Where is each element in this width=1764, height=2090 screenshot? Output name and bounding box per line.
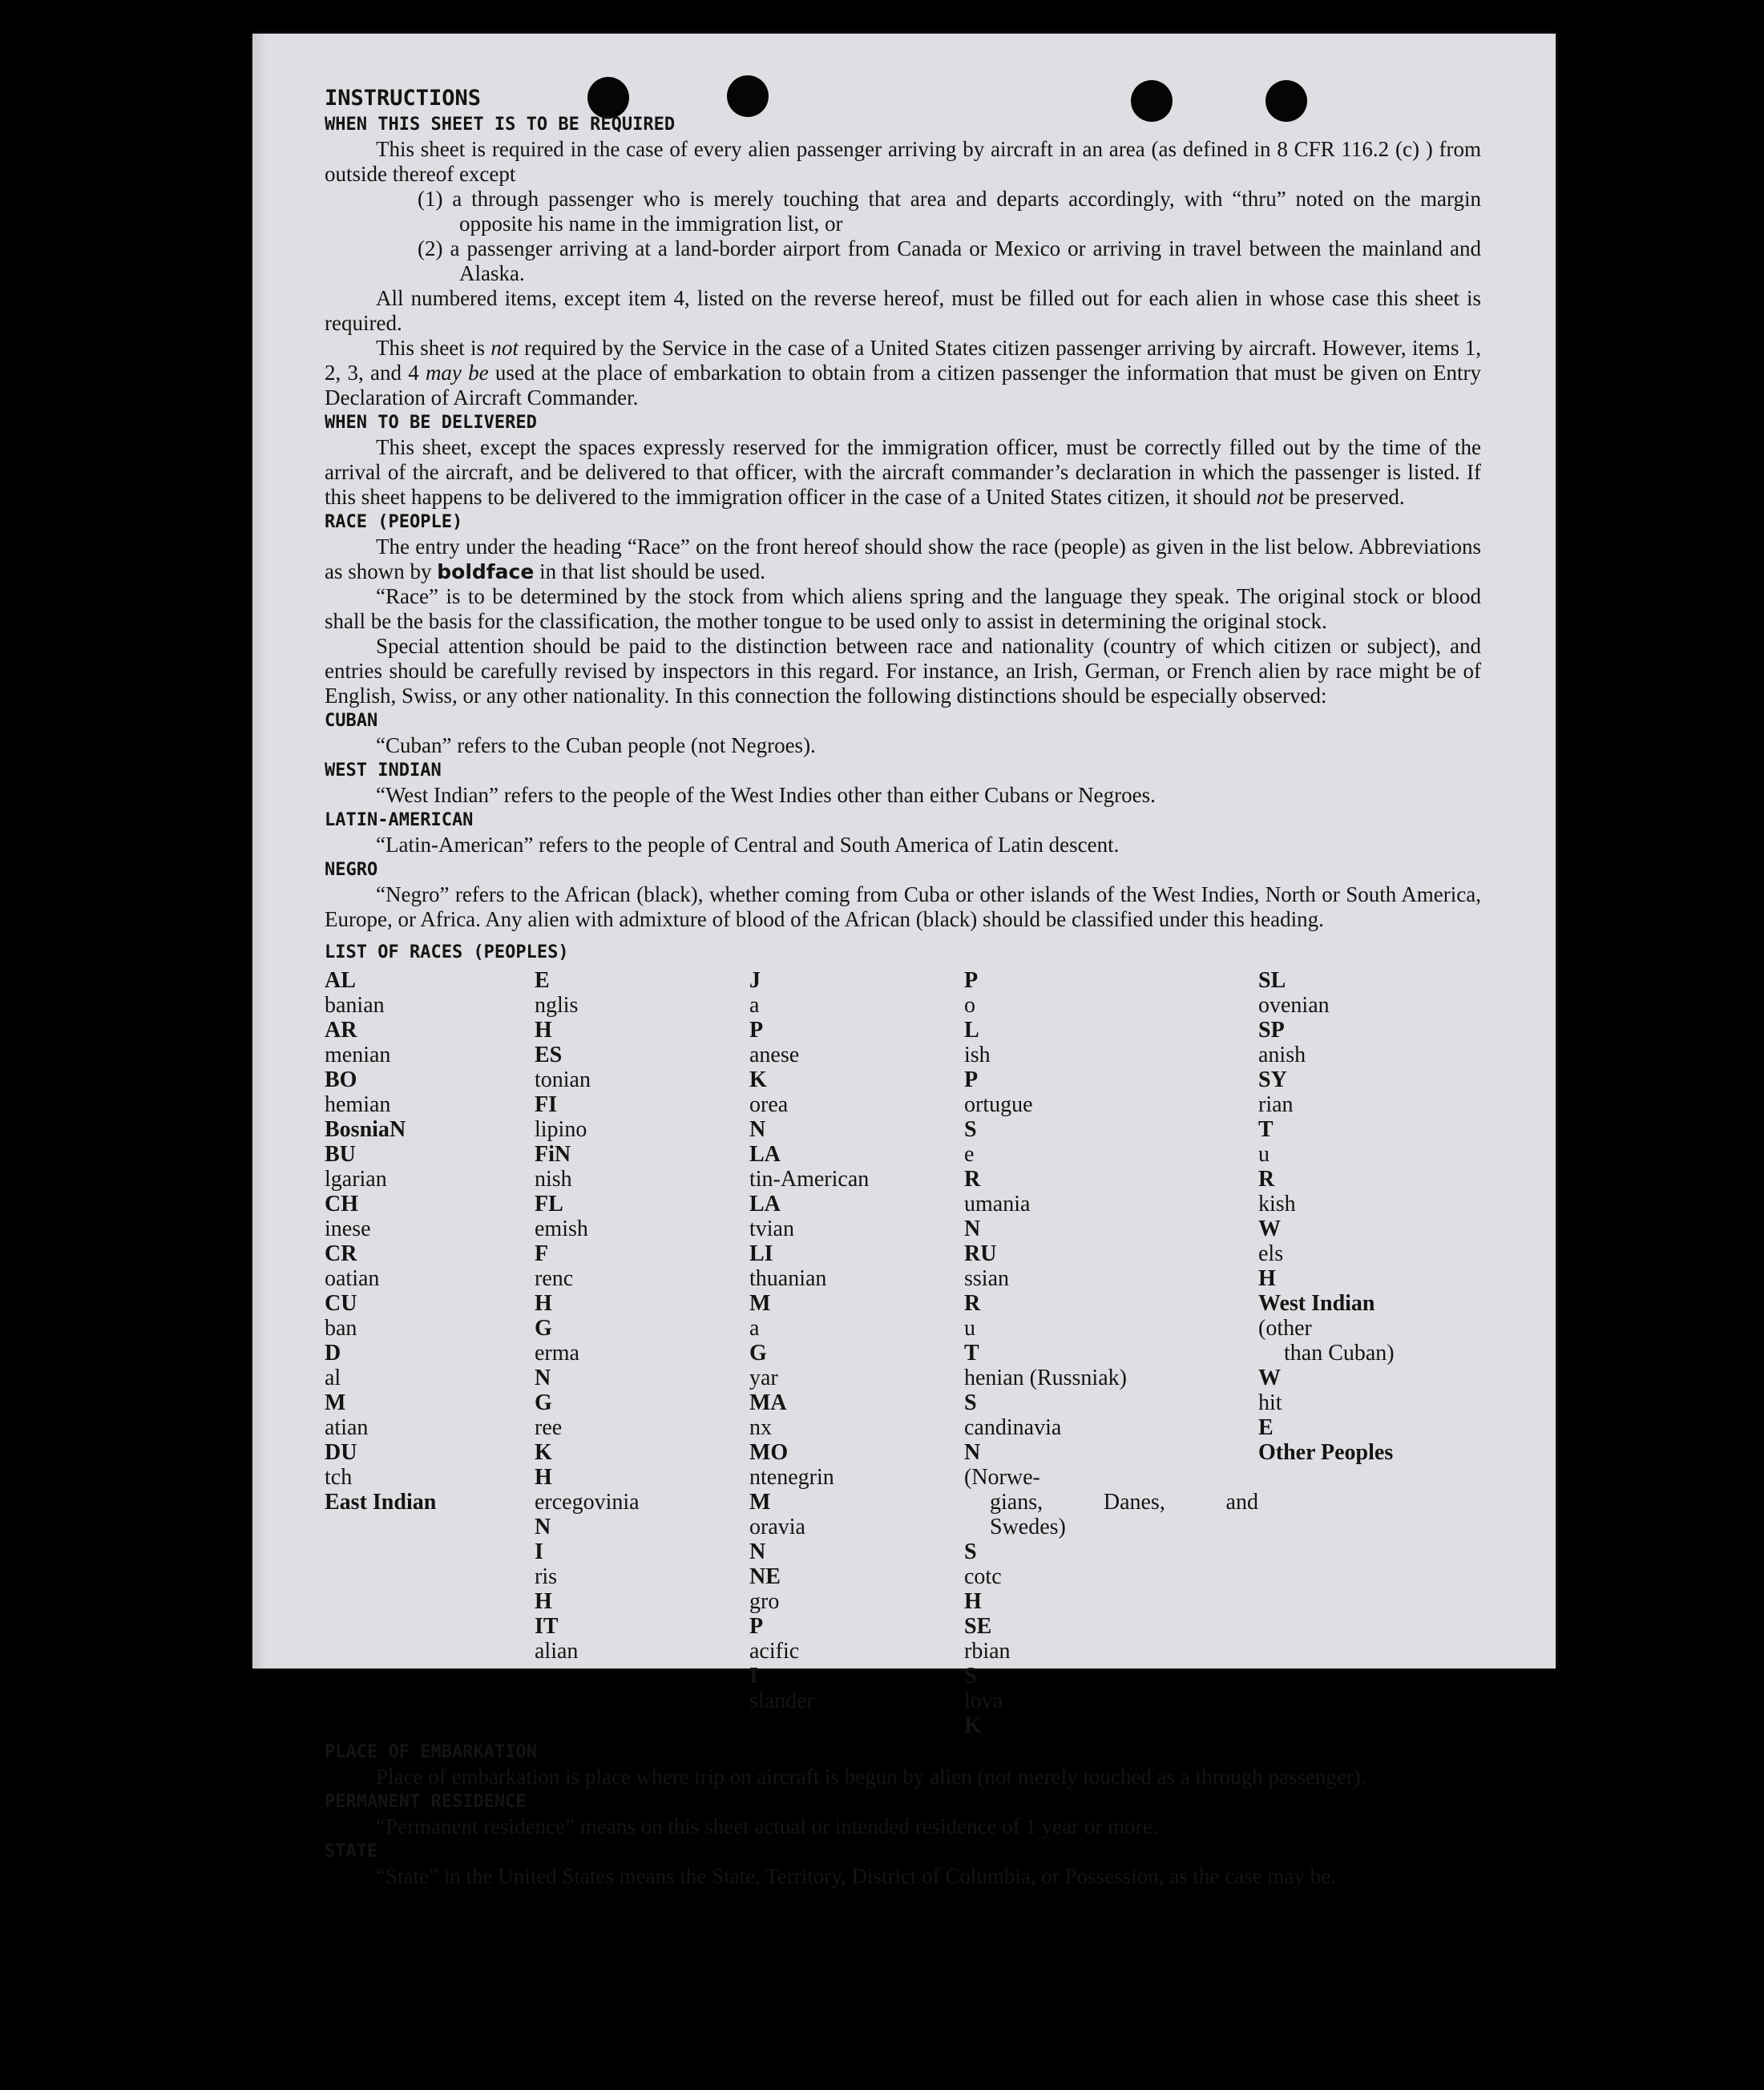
definition-latin-american: “Latin-American” refers to the people of Central and South America of Latin descent.: [376, 833, 1120, 857]
race-entry: BosniaN: [325, 1117, 406, 1142]
race-entry: CR oatian: [325, 1241, 380, 1291]
definition-west-indian: “West Indian” refers to the people of the West Indies other than either Cubans or Negroes.: [376, 783, 1156, 807]
race-entry: DU tch: [325, 1440, 357, 1490]
section-heading-race: RACE (PEOPLE): [325, 512, 463, 532]
race-entry: SL ovenian: [1258, 968, 1330, 1018]
section-heading-residence: PERMANENT RESIDENCE: [325, 1792, 527, 1812]
race-entry: SY rian: [1258, 1067, 1294, 1117]
race-entry: CH inese: [325, 1192, 371, 1241]
race-entry: P acific I slander: [749, 1614, 814, 1713]
race-entry: gians, Danes, and: [990, 1490, 1258, 1515]
race-entry: K orea N: [749, 1067, 789, 1142]
definition-negro: “Negro” refers to the African (black), whether coming from Cuba or other islands of the West Indies, North or South America, Europe, or Africa. Any alien with admixture of blood of the African (black) should be classified under this heading.: [325, 882, 1481, 931]
race-entry: West Indian (other: [1258, 1291, 1375, 1341]
paragraph: The entry under the heading “Race” on the front hereof should show the race (people) as given in the list below. Abbreviations as shown by boldface in that list should be used.: [325, 535, 1481, 583]
race-entry: F renc H: [535, 1241, 574, 1316]
race-entry: MO ntenegrin: [749, 1440, 834, 1490]
section-heading-latin-american: LATIN-AMERICAN: [325, 810, 474, 830]
race-entry: H ercegovinia N: [535, 1465, 640, 1539]
race-entry: NE gro: [749, 1564, 781, 1614]
race-entry: FI lipino: [535, 1092, 587, 1142]
race-entry: SE rbian: [964, 1614, 1011, 1664]
race-entry: P o L ish: [964, 968, 991, 1067]
race-entry: S lova K: [964, 1664, 1003, 1738]
document-sheet: [252, 34, 1556, 1888]
race-entry: AL banian: [325, 968, 385, 1018]
races-column: [535, 968, 749, 1738]
race-entry: IT alian: [535, 1614, 579, 1664]
section-heading-state: STATE: [325, 1842, 378, 1862]
race-entry: G erma N: [535, 1316, 579, 1390]
race-entry: R umania N: [964, 1167, 1031, 1241]
section-heading-cuban: CUBAN: [325, 711, 378, 731]
section-heading-negro: NEGRO: [325, 860, 378, 880]
race-entry: BU lgarian: [325, 1142, 387, 1192]
section-heading-west-indian: WEST INDIAN: [325, 761, 442, 781]
race-entry: LA tin-American: [749, 1142, 870, 1192]
race-entry: M a G yar: [749, 1291, 778, 1390]
section-heading-embarkation: PLACE OF EMBARKATION: [325, 1742, 537, 1762]
race-entry: AR menian: [325, 1018, 391, 1067]
section-heading-delivered: WHEN TO BE DELIVERED: [325, 413, 537, 433]
race-entry: W els H: [1258, 1216, 1284, 1291]
race-entry: FL emish: [535, 1192, 588, 1241]
race-entry: than Cuban): [1284, 1341, 1395, 1366]
race-entry: S cotc H: [964, 1539, 1002, 1614]
race-entry: Swedes): [990, 1515, 1066, 1539]
race-entry: East Indian: [325, 1490, 437, 1515]
race-entry: BO hemian: [325, 1067, 391, 1117]
race-entry: RU ssian: [964, 1241, 1009, 1291]
list-of-races-heading: LIST OF RACES (PEOPLES): [325, 942, 569, 962]
race-entry: M oravia N: [749, 1490, 805, 1564]
race-entry: CU ban: [325, 1291, 357, 1341]
races-column: [1258, 968, 1481, 1738]
instructions-content: [325, 85, 1481, 1889]
race-entry: ES tonian: [535, 1043, 591, 1092]
race-entry: G ree K: [535, 1390, 563, 1465]
paragraph: All numbered items, except item 4, listed on the reverse hereof, must be filled out for each alien in whose case this sheet is required.: [325, 286, 1481, 335]
race-entry: E nglis H: [535, 968, 579, 1043]
race-entry: I ris H: [535, 1539, 557, 1614]
paragraph: This sheet is required in the case of every alien passenger arriving by aircraft in an area (as defined in 8 CFR 116.2 (c) ) from outside thereof except: [325, 137, 1481, 186]
race-entry: LA tvian: [749, 1192, 794, 1241]
scan-edge: [252, 34, 267, 1668]
race-entry: Other Peoples: [1258, 1440, 1394, 1465]
paragraph: “Race” is to be determined by the stock from which aliens spring and the language they speak. The original stock or blood shall be the basis for the classification, the mother tongue to be used only to assist in determining the original stock.: [325, 584, 1481, 633]
page-title: INSTRUCTIONS: [325, 86, 482, 111]
paragraph: Special attention should be paid to the distinction between race and nationality (country of which citizen or subject), and entries should be carefully revised by inspectors in this regard. For instance, an Irish, German, or French alien by race might be of English, Swiss, or any other nationality. In this connection the following distinctions should be especially observed:: [325, 634, 1481, 708]
exception-item-1: (1) a through passenger who is merely touching that area and departs accordingly, with “thru” noted on the margin opposite his name in the immigration list, or: [418, 187, 1481, 236]
race-entry: J a P anese: [749, 968, 800, 1067]
race-entry: LI thuanian: [749, 1241, 827, 1291]
race-entry: P ortugue S e: [964, 1067, 1033, 1167]
exception-item-2: (2) a passenger arriving at a land-border airport from Canada or Mexico or arriving in travel between the mainland and Alaska.: [418, 236, 1481, 285]
race-entry: SP anish: [1258, 1018, 1306, 1067]
section-heading-required: WHEN THIS SHEET IS TO BE REQUIRED: [325, 115, 676, 135]
paragraph: This sheet is not required by the Service in the case of a United States citizen passenger arriving by aircraft. However, items 1, 2, 3, and 4 may be used at the place of embarkation to obtain from a citizen passenger the information that must be given on Entry Declaration of Aircraft Commander.: [325, 336, 1481, 410]
races-list: [325, 968, 1481, 1738]
definition-embarkation: Place of embarkation is place where trip on aircraft is begun by alien (not merely touched as a through passenger).: [376, 1765, 1366, 1789]
race-entry: FiN nish: [535, 1142, 572, 1192]
races-column: [749, 968, 964, 1738]
race-entry: D al M atian: [325, 1341, 369, 1440]
race-entry: MA nx: [749, 1390, 787, 1440]
definition-residence: “Permanent residence” means on this sheet actual or intended residence of 1 year or more.: [376, 1814, 1158, 1838]
races-column: [964, 968, 1258, 1738]
race-entry: R u T henian (Russniak): [964, 1291, 1127, 1390]
races-column: [325, 968, 535, 1738]
definition-state: “State” in the United States means the State, Territory, District of Columbia, or Possession, as the case may be.: [376, 1864, 1336, 1888]
paragraph: This sheet, except the spaces expressly reserved for the immigration officer, must be correctly filled out by the time of the arrival of the aircraft, and be delivered to that officer, with the aircraft commander’s declaration in which the passenger is listed. If this sheet happens to be delivered to the immigration officer in the case of a United States citizen, it should not be preserved.: [325, 435, 1481, 509]
definition-cuban: “Cuban” refers to the Cuban people (not Negroes).: [376, 733, 816, 757]
race-entry: S candinavia N (Norwe-: [964, 1390, 1062, 1490]
race-entry: W hit E: [1258, 1366, 1282, 1440]
race-entry: T u R kish: [1258, 1117, 1296, 1216]
